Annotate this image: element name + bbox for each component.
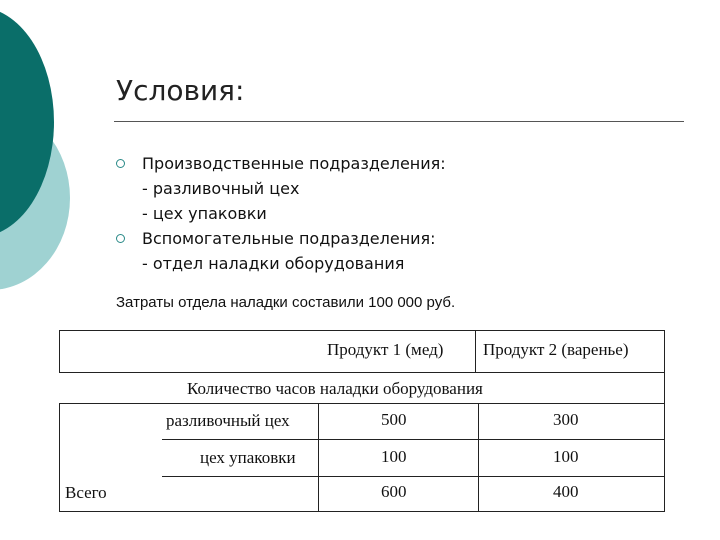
costs-statement: Затраты отдела наладки составили 100 000 руб.: [116, 294, 456, 311]
table-border: [59, 330, 665, 331]
table-border: [59, 403, 665, 404]
table-border: [475, 330, 476, 372]
sub-item: - отдел наладки оборудования: [142, 254, 405, 273]
bullet-list: [116, 151, 446, 276]
table-border: [59, 372, 665, 373]
title-divider: [114, 121, 684, 122]
table-border: [59, 511, 665, 512]
cell-p2: 300: [553, 410, 579, 429]
header-product-1: Продукт 1 (мед): [327, 340, 444, 359]
sub-item: - цех упаковки: [142, 204, 267, 223]
row-name: разливочный цех: [166, 411, 290, 430]
table-border: [664, 330, 665, 512]
bullet-item-production: [116, 151, 446, 176]
table-border: [59, 403, 60, 512]
slide-title: Условия:: [116, 74, 245, 107]
row-label-total: Всего: [65, 483, 107, 502]
decorative-circles: [0, 0, 120, 300]
sub-item: - разливочный цех: [142, 179, 300, 198]
cell-p1: 600: [381, 482, 407, 501]
header-product-2: Продукт 2 (варенье): [483, 340, 629, 359]
section-title: Количество часов наладки оборудования: [187, 379, 483, 398]
table-border: [318, 403, 319, 512]
row-name: цех упаковки: [200, 448, 296, 467]
table-border: [478, 403, 479, 512]
circle-bullet-icon: [116, 234, 125, 243]
cell-p1: 100: [381, 447, 407, 466]
cell-p2: 100: [553, 447, 579, 466]
cell-p2: 400: [553, 482, 579, 501]
hours-table: [59, 330, 665, 512]
bullet-item-auxiliary: [116, 226, 446, 251]
table-border: [162, 439, 665, 440]
bullet-label: Вспомогательные подразделения:: [142, 229, 436, 248]
table-border: [59, 330, 60, 372]
table-border: [162, 476, 665, 477]
circle-bullet-icon: [116, 159, 125, 168]
cell-p1: 500: [381, 410, 407, 429]
bullet-label: Производственные подразделения:: [142, 154, 446, 173]
